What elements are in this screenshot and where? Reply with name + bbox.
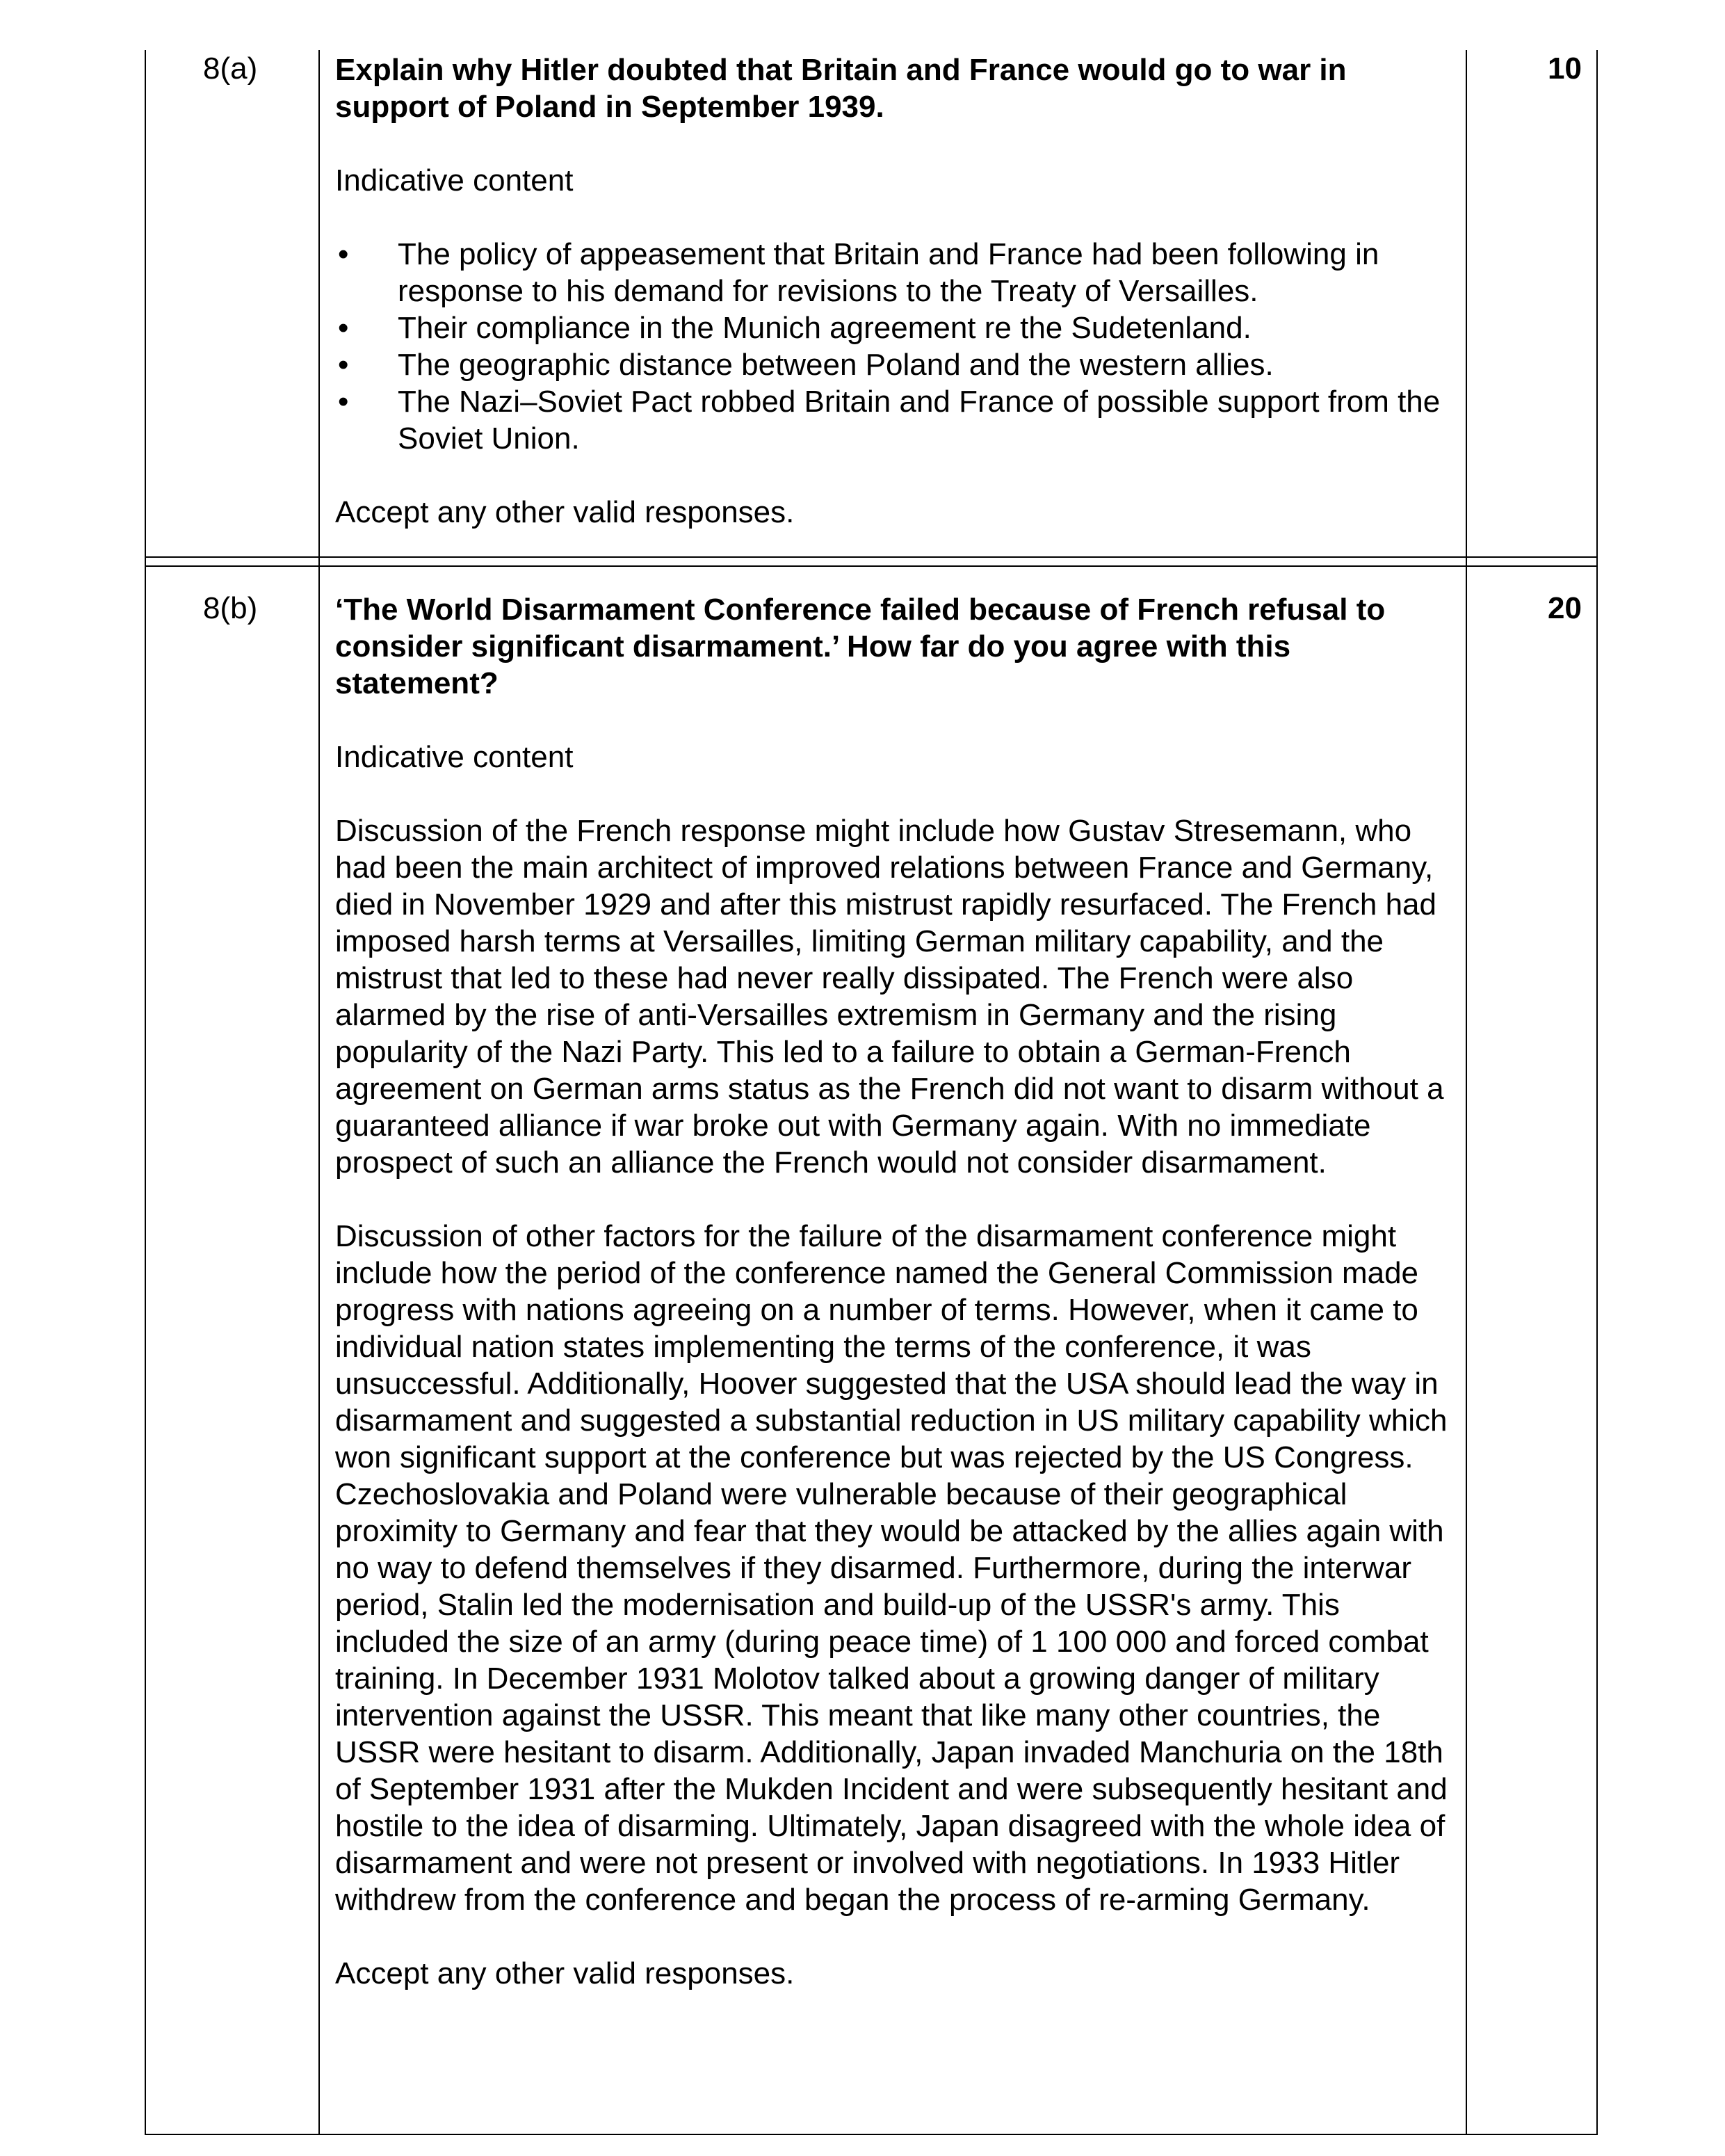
list-item (335, 236, 1451, 309)
list-item (335, 383, 1451, 457)
bottom-border (145, 2134, 1598, 2135)
left-border (145, 50, 146, 2135)
marks-value: 10 (1548, 51, 1582, 86)
list-item (335, 309, 1451, 346)
bullet-icon: • (338, 237, 349, 271)
discussion-paragraph-french: Discussion of the French response might include how Gustav Stresemann, who had been the main architect of improved relations between France and Germany, died in November 1929 and after this mistrust rapidly resurfaced. The French had imposed harsh terms at Versailles, limiting German military capability, and the mistrust that led to these had never really dissipated. The French were also alarmed by the rise of anti-Versailles extremism in Germany and the rising popularity of the Nazi Party. This led to a failure to obtain a German-French agreement on German arms status as the French did not want to disarm without a guaranteed alliance if war broke out with Germany again. With no immediate prospect of such an alliance the French would not consider disarmament. (335, 814, 1444, 1180)
answer-content (335, 591, 1451, 1992)
row-divider-top (145, 556, 1598, 558)
bullet-list (335, 236, 1451, 457)
question-text: ‘The World Disarmament Conference failed because of French refusal to consider significant disarmament.’ How far do you agree with this statement? (335, 593, 1386, 700)
question-text: Explain why Hitler doubted that Britain and France would go to war in support of Poland in September 1939. (335, 53, 1347, 124)
closing-note: Accept any other valid responses. (335, 1956, 795, 1990)
list-item-text: The policy of appeasement that Britain and France had been following in response to his demand for revisions to the Treaty of Versailles. (398, 237, 1379, 308)
question-number: 8(a) (203, 51, 258, 86)
bullet-icon: • (338, 311, 349, 345)
discussion-paragraph-other-factors: Discussion of other factors for the failure of the disarmament conference might include how the period of the conference named the General Commission made progress with nations agreeing on a number of terms. However, when it came to individual nation states implementing the terms of the conference, it was unsuccessful. Additionally, Hoover suggested that the USA should lead the way in disarmament and suggested a substantial reduction in US military capability which won significant support at the conference but was rejected by the US Congress. Czechoslovakia and Poland were vulnerable because of their geographical proximity to Germany and fear that they would be attacked by the allies again with no way to defend themselves if they disarmed. Furthermore, during the interwar period, Stalin led the modernisation and build-up of the USSR's army. This included the size of an army (during peace time) of 1 100 000 and forced combat training. In December 1931 Molotov talked about a growing danger of military intervention against the USSR. This meant that like many other countries, the USSR were hesitant to disarm. Additionally, Japan invaded Manchuria on the 18th of September 1931 after the Mukden Incident and were subsequently hesitant and hostile to the idea of disarming. Ultimately, Japan disagreed with the whole idea of disarmament and were not present or involved with negotiations. In 1933 Hitler withdrew from the conference and began the process of re-arming Germany. (335, 1219, 1448, 1917)
list-item (335, 346, 1451, 383)
column-divider-1 (318, 50, 320, 2135)
question-number: 8(b) (203, 591, 258, 625)
column-divider-2 (1466, 50, 1467, 2135)
right-border (1596, 50, 1598, 2135)
closing-note: Accept any other valid responses. (335, 495, 795, 529)
answer-content (335, 51, 1451, 531)
bullet-icon: • (338, 385, 349, 419)
row-divider-bottom (145, 565, 1598, 567)
list-item-text: The geographic distance between Poland and the western allies. (398, 348, 1274, 382)
bullet-icon: • (338, 348, 349, 382)
marks-value: 20 (1548, 591, 1582, 625)
indicative-content-heading: Indicative content (335, 740, 574, 774)
indicative-content-heading: Indicative content (335, 163, 574, 198)
list-item-text: Their compliance in the Munich agreement re the Sudetenland. (398, 311, 1252, 345)
list-item-text: The Nazi–Soviet Pact robbed Britain and France of possible support from the Soviet Union. (398, 385, 1441, 456)
